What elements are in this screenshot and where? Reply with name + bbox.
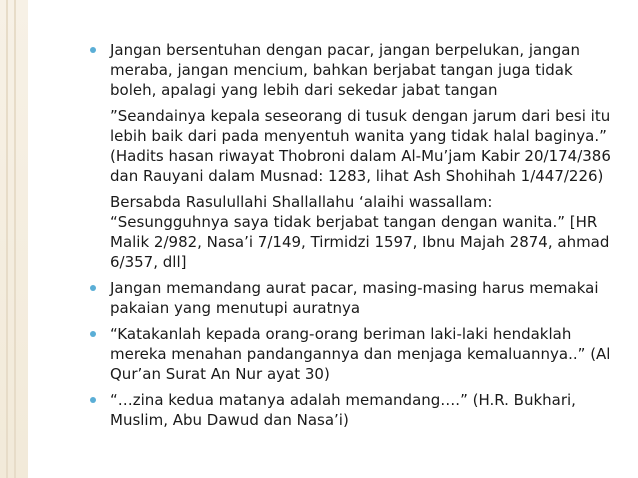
side-accent-bar xyxy=(0,0,28,478)
slide-content xyxy=(110,40,615,430)
bullet-item-an-nur xyxy=(110,324,615,384)
bullet-item-aurat xyxy=(110,278,615,318)
quote-hadits-thobroni xyxy=(110,106,615,186)
bullet-dot-icon xyxy=(90,331,96,337)
item-text: “…zina kedua matanya adalah memandang….” (H.R. Bukhari, Muslim, Abu Dawud dan Nasa’i) xyxy=(110,391,576,429)
accent-stripe xyxy=(6,0,8,478)
bullet-item-zina-mata xyxy=(110,390,615,430)
item-text: ”Seandainya kepala seseorang di tusuk dengan jarum dari besi itu lebih baik dari pada menyentuh wanita yang tidak halal baginya.” (Hadits hasan riwayat Thobroni dalam Al-Mu’jam Kabir 20/174/386 dan Rauyani dalam Musnad: 1283, lihat Ash Shohihah 1/447/226) xyxy=(110,107,611,185)
bullet-item-pacar-sentuh xyxy=(110,40,615,100)
bullet-dot-icon xyxy=(90,397,96,403)
item-text: Bersabda Rasulullahi Shallallahu ‘alaihi wassallam: “Sesungguhnya saya tidak berjabat tangan dengan wanita.” [HR Malik 2/982, Nasa’i 7/149, Tirmidzi 1597, Ibnu Majah 2874, ahmad 6/357, dll] xyxy=(110,193,610,271)
accent-stripe xyxy=(14,0,16,478)
quote-hadits-rasulullah xyxy=(110,192,615,272)
item-text: Jangan bersentuhan dengan pacar, jangan berpelukan, jangan meraba, jangan mencium, bahkan berjabat tangan juga tidak boleh, apalagi yang lebih dari sekedar jabat tangan xyxy=(110,41,580,99)
bullet-dot-icon xyxy=(90,47,96,53)
item-text: Jangan memandang aurat pacar, masing-masing harus memakai pakaian yang menutupi auratnya xyxy=(110,279,599,317)
bullet-dot-icon xyxy=(90,285,96,291)
item-text: “Katakanlah kepada orang-orang beriman laki-laki hendaklah mereka menahan pandangannya dan menjaga kemaluannya..” (Al Qur’an Surat An Nur ayat 30) xyxy=(110,325,611,383)
